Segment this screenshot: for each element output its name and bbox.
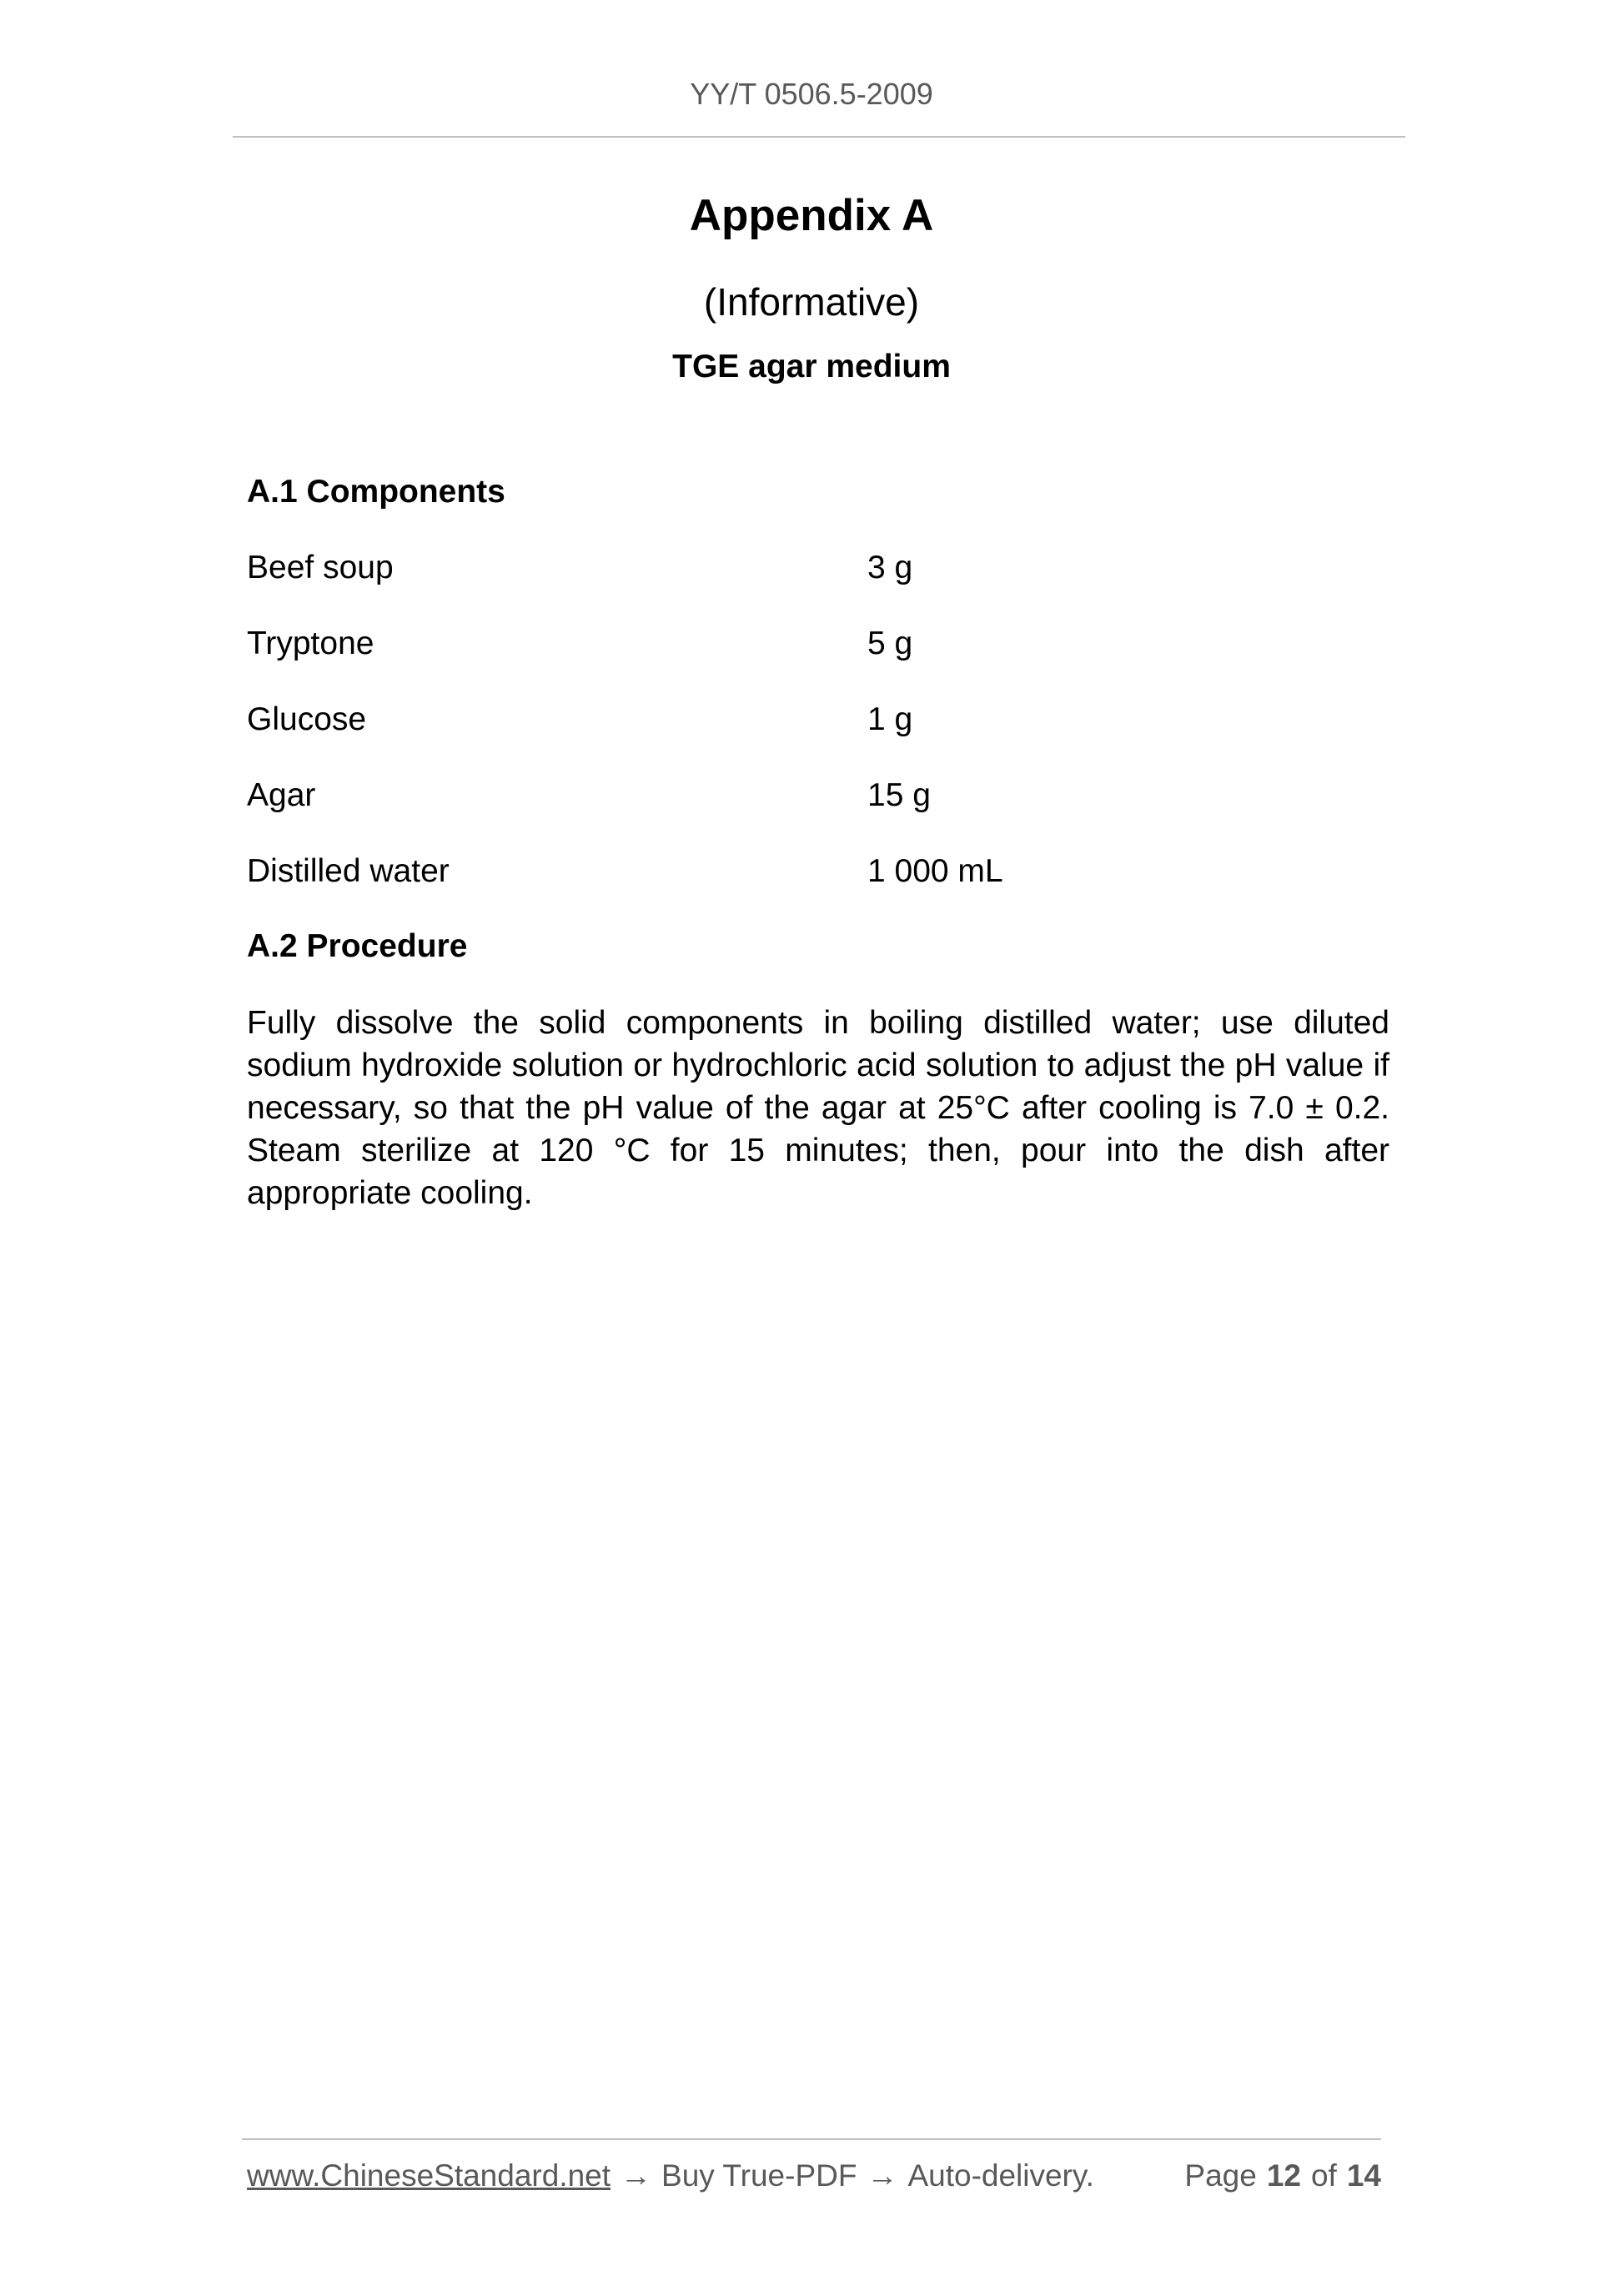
- page-number: 12: [1266, 2158, 1301, 2193]
- document-standard-code: YY/T 0506.5-2009: [690, 77, 933, 111]
- component-row: [247, 701, 1389, 743]
- appendix-title: Appendix A: [689, 191, 934, 240]
- component-row: [247, 853, 1389, 895]
- footer-promo: [247, 2158, 1094, 2193]
- header-divider: [233, 136, 1405, 138]
- component-amount: 1 000 mL: [867, 853, 1003, 889]
- page-counter: [1184, 2158, 1381, 2193]
- component-name: Glucose: [247, 701, 367, 737]
- appendix-subtitle: (Informative): [703, 280, 920, 324]
- procedure-paragraph: Fully dissolve the solid components in boiling distilled water; use diluted sodium hydroxide solution or hydrochloric acid solution to adjust the pH value if necessary, so that the pH value of the agar at 25°C after cooling is 7.0 ± 0.2. Steam sterilize at 120 °C for 15 minutes; then, pour into the dish after appropriate cooling.: [247, 1005, 1389, 1211]
- component-amount: 5 g: [867, 625, 913, 661]
- appendix-heading: TGE agar medium: [672, 349, 951, 384]
- component-row: [247, 625, 1389, 667]
- component-row: [247, 777, 1389, 819]
- website-link[interactable]: www.ChineseStandard.net: [247, 2158, 611, 2193]
- procedure-heading: A.2 Procedure: [247, 928, 468, 964]
- footer-divider: [242, 2138, 1381, 2140]
- component-amount: 1 g: [867, 701, 913, 737]
- buy-pdf-text: Buy True-PDF: [661, 2158, 857, 2193]
- component-row: [247, 550, 1389, 591]
- total-pages: 14: [1346, 2158, 1381, 2193]
- component-amount: 3 g: [867, 550, 913, 585]
- component-name: Beef soup: [247, 550, 394, 585]
- component-name: Tryptone: [247, 625, 374, 661]
- component-name: Agar: [247, 777, 316, 813]
- arrow-icon: →: [867, 2158, 898, 2193]
- component-name: Distilled water: [247, 853, 450, 889]
- page-label: Page: [1184, 2158, 1257, 2193]
- arrow-icon: →: [621, 2158, 652, 2193]
- component-amount: 15 g: [867, 777, 931, 813]
- components-heading: A.1 Components: [247, 474, 505, 510]
- auto-delivery-text: Auto-delivery.: [907, 2158, 1094, 2193]
- of-label: of: [1310, 2158, 1337, 2193]
